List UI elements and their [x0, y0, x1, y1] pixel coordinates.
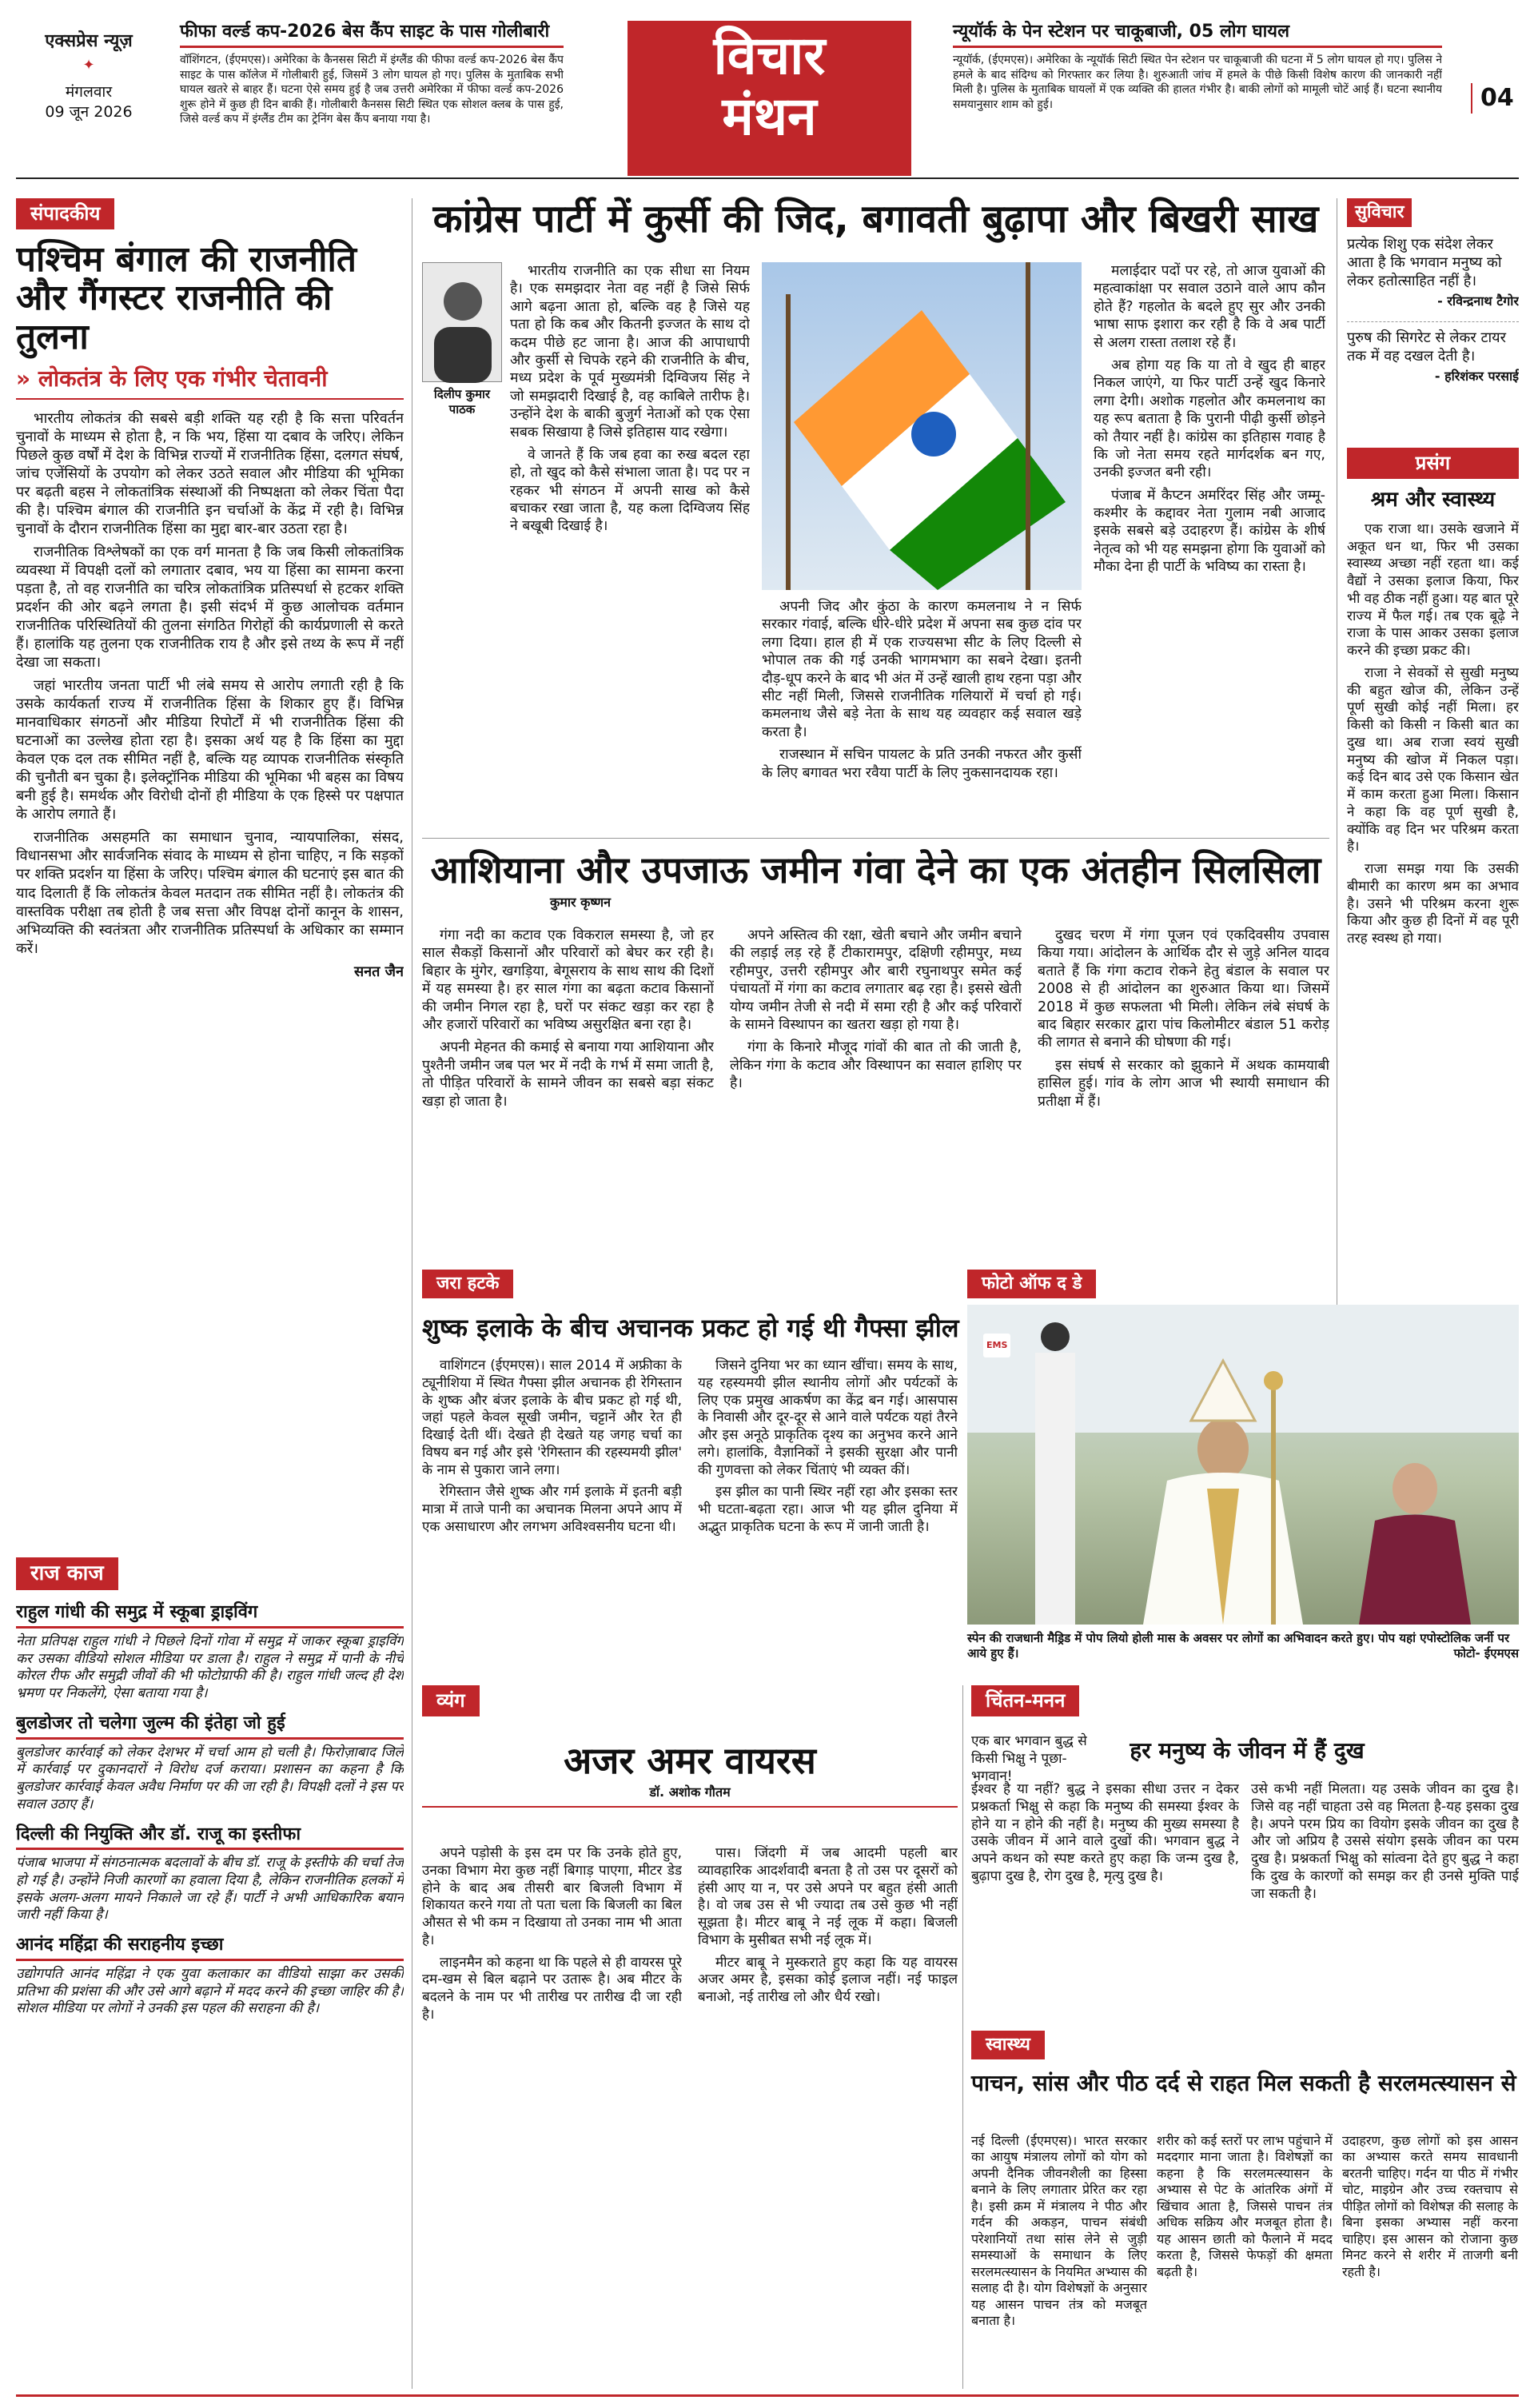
swasthya-col-3: उदाहरण, कुछ लोगों को इस आसन का अभ्यास करते समय सावधानी बरतनी चाहिए। गर्दन या पीठ में गंभीर चोट, माइग्रेन और उच्च रक्तचाप से पीड़ित लोगों को विशेषज्ञ की सलाह के बिना इसका अभ्यास नहीं करना चाहिए। इस आसन को रोजाना कुछ मिनट करने से शरीर में ताजगी बनी रहती है।	[1342, 2133, 1518, 2279]
prasang-headline: श्रम और स्वास्थ्य	[1370, 487, 1496, 512]
lead-para: मलाईदार पदों पर रहे, तो आज युवाओं की महत्वाकांक्षा पर सवाल उठाने वाले आप कौन होते हैं? गहलोत के बदले हुए सुर और उनकी भाषा साफ इशारा कर रही है कि वे अब पार्टी से अलग रास्ता तलाश रहे हैं।	[1094, 263, 1325, 351]
vyang-para: मीटर बाबू ने मुस्कराते हुए कहा कि यह वायरस अजर अमर है, इसका कोई इलाज नहीं। नई फाइल बनाओ, नई तारीख लो और धैर्य रखो।	[698, 1954, 958, 2005]
column-divider-mid	[962, 1685, 963, 2389]
left-teaser-title: फीफा वर्ल्ड कप-2026 बेस कैंप साइट के पास गोलीबारी	[180, 21, 564, 48]
editorial-body	[16, 409, 404, 958]
jara-hatke-para: जिसने दुनिया भर का ध्यान खींचा। समय के साथ, यह रहस्यमयी झील स्थानीय लोगों और पर्यटकों के लिए एक प्रमुख आकर्षण का केंद्र बन गई। आसपास के निवासी और दूर-दूर से आने वाले पर्यटक यहां तैरने और इस अनूठे प्राकृतिक दृश्य का अनुभव करने आने लगे। हालांकि, वैज्ञानिकों ने इसकी सुरक्षा और पानी की गुणवत्ता को लेकर चिंताएं भी व्यक्त कीं।	[698, 1357, 958, 1478]
chintan-body-1: ईश्वर है या नहीं? बुद्ध ने इसका सीधा उत्तर न देकर प्रश्नकर्ता भिक्षु से कहा कि मनुष्य की समस्या ईश्वर के होने या न होने की नहीं है। मनुष्य की मुख्य समस्या है उसके जीवन में आने वाले दुखों की। भगवान बुद्ध ने अपने कथन को स्पष्ट करते हुए कहा कि जन्म दुख है, बुढ़ापा दुख है, रोग दुख है, मृत्यु दुख है।	[971, 1781, 1239, 1884]
lead-photo	[762, 262, 1082, 590]
swasthya-col-2: शरीर को कई स्तरों पर लाभ पहुंचाने में मददगार माना जाता है। विशेषज्ञों का कहना है कि सरलमत्स्यासन के अभ्यास से पेट के आंतरिक अंगों में खिंचाव आता है, जिससे पाचन तंत्र अधिक सक्रिय और मजबूत होता है। यह आसन छाती को फैलाने में मदद करता है, जिससे फेफड़ों की क्षमता बढ़ती है।	[1157, 2133, 1333, 2279]
page-number: 04	[1471, 83, 1519, 114]
rajkaaj-item-body: बुलडोजर कार्रवाई को लेकर देशभर में चर्चा आम हो चली है। फिरोज़ाबाद जिले में कार्रवाई पर दुकानदारों ने विरोध दर्ज कराया। प्रशासन का कहना है कि बुलडोजर कार्रवाई केवल अवैध निर्माण पर की जा रही है। विपक्षी दलों ने इस पर सवाल उठाए हैं।	[16, 1744, 404, 1812]
vyang-headline: अजर अमर वायरस	[564, 1738, 816, 1782]
section-tag-prasang: प्रसंग	[1347, 448, 1519, 479]
jara-hatke-para: इस झील का पानी स्थिर नहीं रहा और इसका स्तर भी घटता-बढ़ता रहा। आज भी यह झील दुनिया में अद्भुत प्राकृतिक घटना के रूप में जानी जाती है।	[698, 1484, 958, 1535]
lead-para: अपनी जिद और कुंठा के कारण कमलनाथ ने न सिर्फ सरकार गंवाई, बल्कि धीरे-धीरे प्रदेश में अपना सब कुछ दांव पर लगा दिया। हाल ही में एक राज्यसभा सीट के लिए दिल्ली से भोपाल तक की गई उनकी भागमभाग का सबने देखा। इतनी दौड़-धूप करने के बाद भी अंत में उन्हें खाली हाथ रहना पड़ा और सीट नहीं मिली, जिससे राजनीतिक गलियारों में चर्चा हो गई। कमलनाथ जैसे बड़े नेता के साथ यह व्यवहार कई सवाल खड़े करता है।	[762, 599, 1082, 740]
photo-caption-text: स्पेन की राजधानी मैड्रिड में पोप लियो होली मास के अवसर पर लोगों का अभिवादन करते हुए। पोप यहां एपोस्टोलिक जर्नी पर आये हुए हैं।	[967, 1631, 1510, 1661]
vyang-story	[422, 1685, 958, 2389]
photo-image	[967, 1305, 1519, 1625]
section-tag-rajkaaj: राज काज	[16, 1557, 118, 1590]
rajkaaj-item	[16, 1936, 404, 2018]
section-tag-photo: फोटो ऑफ द डे	[967, 1270, 1096, 1298]
vyang-para: अपने पड़ोसी के इस दम पर कि उनके होते हुए, उनका विभाग मेरा कुछ नहीं बिगाड़ पाएगा, मीटर डेड होने के बाद अब तीसरी बार बिजली विभाग में शिकायत करने गया तो पता चला कि बिजली का बिल औसत से भी कम न दिखाया तो उनका नाम भी आता है।	[422, 1845, 682, 1948]
prasang-para: राजा ने सेवकों से सुखी मनुष्य की बहुत खोज की, लेकिन उन्हें पूर्ण सुखी कोई नहीं मिला। हर किसी को किसी न किसी बात का दुख था। अब राजा स्वयं सुखी मनुष्य की खोज में निकल पड़ा। कई दिन बाद उसे एक किसान खेत में काम करता हुआ मिला। किसान ने कहा कि वह पूर्ण सुखी है, क्योंकि वह दिन भर परिश्रम करता है।	[1347, 664, 1519, 855]
author-name: दिलीप कुमार पाठक	[433, 387, 491, 417]
editorial-para: राजनीतिक विश्लेषकों का एक वर्ग मानता है कि जब किसी लोकतांत्रिक व्यवस्था में विपक्षी दलों को लगातार दबाव, भय या हिंसा का सामना करना पड़ता है, तो वह राजनीति का चरित्र लोकतांत्रिक प्रतिस्पर्धा से हटकर शक्ति प्रदर्शन की ओर बढ़ने लगता है। इसी संदर्भ में कुछ आलोचक वर्तमान राजनीतिक परिस्थितियों की तुलना संगठित गिरोहों की कार्यप्रणाली से करते हैं। हालांकि यह तुलना एक राजनीतिक राय है और इसे तथ्य के रूप में नहीं देखा जा सकता।	[16, 543, 404, 672]
rajkaaj-item	[16, 1603, 404, 1703]
ashiyana-col-2	[730, 927, 1022, 1262]
author-photo	[422, 262, 502, 382]
jara-hatke-para: रेगिस्तान जैसे शुष्क और गर्म इलाके में इतनी बड़ी मात्रा में ताजे पानी का अचानक मिलना अपने आप में एक असाधारण और लगभग अविश्वसनीय घटना थी।	[422, 1484, 682, 1535]
masthead-rule	[16, 177, 1519, 179]
rajkaaj-item-title: बुलडोजर तो चलेगा जुल्म की इंतेहा जो हुई	[16, 1714, 404, 1740]
vyang-para: लाइनमैन को कहना था कि पहले से ही वायरस पूरे दम-खम से बिल बढ़ाने पर उतारू है। अब मीटर के बदलने के नाम पर भी तारीख पर तारीख दी जा रही है।	[422, 1954, 682, 2023]
prasang-para: एक राजा था। उसके खजाने में अकूत धन था, फिर भी उसका स्वास्थ्य अच्छा नहीं रहता था। कई वैद्यों ने उसका इलाज किया, फिर भी वह ठीक नहीं हुआ। यह बात पूरे राज्य में फैल गई। तब एक बूढ़े ने राजा के पास आकर उसका इलाज करने की इच्छा प्रकट की।	[1347, 520, 1519, 660]
ashiyana-col-3	[1038, 927, 1329, 1262]
editorial-para: भारतीय लोकतंत्र की सबसे बड़ी शक्ति यह रही है कि सत्ता परिवर्तन चुनावों के माध्यम से होता है, न कि भय, हिंसा या दबाव के जरिए। लेकिन पिछले कुछ वर्षों में देश के विभिन्न राज्यों में राजनीतिक हिंसा, दलगत संघर्ष, जांच एजेंसियों के उपयोग को लेकर उठते सवाल और मीडिया की भूमिका पर बढ़ती बहस ने लोकतांत्रिक संस्थाओं की निष्पक्षता को लेकर चिंता पैदा की है। पश्चिम बंगाल की राजनीति इन चर्चाओं के केंद्र में रही है। विभिन्न चुनावों के दौरान राजनीतिक हिंसा का मुद्दा बार-बार उठता रहा है।	[16, 409, 404, 537]
ashiyana-para: गंगा के किनारे मौजूद गांवों की बात तो की जाती है, लेकिन गंगा के कटाव और विस्थापन का सवाल हाशिए पर है।	[730, 1039, 1022, 1092]
photo-caption	[967, 1631, 1519, 1661]
rajkaaj-item-title: दिल्ली की नियुक्ति और डॉ. राजू का इस्तीफा	[16, 1825, 404, 1851]
ashiyana-col-1	[422, 927, 714, 1262]
section-logo	[628, 21, 911, 176]
ornament-icon: ✦	[82, 57, 95, 74]
swasthya-section	[971, 2031, 1519, 2389]
rajkaaj-item-title: आनंद महिंद्रा की सराहनीय इच्छा	[16, 1936, 404, 1961]
ashiyana-para: अपनी मेहनत की कमाई से बनाया गया आशियाना और पुश्तैनी जमीन जब पल भर में नदी के गर्भ में समा जाती है, तो पीड़ित परिवारों के सामने जीवन का सबसे बड़ा संकट खड़ा हो जाता है।	[422, 1039, 714, 1110]
jara-hatke-headline: शुष्क इलाके के बीच अचानक प्रकट हो गई थी गैफ्सा झील	[422, 1313, 959, 1344]
ems-badge: EMS	[986, 1340, 1008, 1350]
chintan-headline: हर मनुष्य के जीवन में हैं दुख	[1130, 1737, 1365, 1764]
ashiyana-para: गंगा नदी का कटाव एक विकराल समस्या है, जो हर साल सैकड़ों किसानों और परिवारों को बेघर कर रही है। बिहार के मुंगेर, खगड़िया, बेगूसराय के साथ साथ की दिशों में यह समस्या है। हर साल गंगा का बढ़ता कटाव किसानों की जमीन निगल रहा है, घरों पर संकट खड़ा कर रहा है और हजारों परिवारों का भविष्य असुरक्षित बना रहा है।	[422, 927, 714, 1033]
editorial-para: राजनीतिक असहमति का समाधान चुनाव, न्यायपालिका, संसद, विधानसभा और सार्वजनिक संवाद के माध्यम से होना चाहिए, न कि सड़कों पर शक्ति प्रदर्शन या हिंसा के जरिए। पश्चिम बंगाल की घटनाएं इस बात की याद दिलाती हैं कि लोकतंत्र केवल मतदान तक सीमित नहीं है। लोकतंत्र की वास्तविक परीक्षा तब होती है जब सत्ता और विपक्ष दोनों कानून के शासन, अभिव्यक्ति की स्वतंत्रता और राजनीतिक प्रतिस्पर्धा के अधिकार का सम्मान करें।	[16, 829, 404, 957]
lead-col-3	[1094, 262, 1325, 830]
ashiyana-para: अपने अस्तित्व की रक्षा, खेती बचाने और जमीन बचाने की लड़ाई लड़ रहे हैं टीकारामपुर, दक्षिणी रहीमपुर, मध्य रहीमपुर, उत्तरी रहीमपुर और बारी रघुनाथपुर समेत कई पंचायतों में गंगा का कटाव लगातार बढ़ रहा है। इससे खेती योग्य जमीन तेजी से नदी में समा रही है और कई परिवारों के सामने विस्थापन का खतरा खड़ा हो गया है।	[730, 927, 1022, 1033]
section-tag-editorial: संपादकीय	[16, 198, 114, 229]
issue-date: 09 जून 2026	[45, 102, 133, 121]
ashiyana-story	[422, 838, 1329, 1262]
vyang-author: डॉ. अशोक गौतम	[422, 1784, 958, 1807]
lead-story	[422, 198, 1329, 830]
prasang-body	[1347, 521, 1519, 948]
editorial-section	[16, 198, 404, 1549]
chintan-section	[971, 1685, 1519, 2021]
lead-col-1	[510, 262, 750, 822]
rajkaaj-item	[16, 1714, 404, 1814]
section-logo-line1: विचार	[713, 25, 826, 86]
swasthya-headline: पाचन, सांस और पीठ दर्द से राहत मिल सकती है सरलमत्स्यासन से	[971, 2070, 1516, 2097]
vyang-para: पास। जिंदगी में जब आदमी पहली बार व्यावहारिक आदर्शवादी बनता है तो उस पर दूसरों को हंसी आए या न, पर उसे अपने पर बहुत हंसी आती है। वो जब उस से भी ज्यादा तब उसे कुछ भी नहीं सूझता है। मीटर बाबू ने नई लूक में कहा। बिजली विभाग के मुसीबत सभी नई लूक में।	[698, 1845, 958, 1948]
section-tag-swasthya: स्वास्थ्य	[971, 2031, 1045, 2059]
rajkaaj-item-body: पंजाब भाजपा में संगठनात्मक बदलावों के बीच डॉ. राजू के इस्तीफे की चर्चा तेज हो गई है। उन्होंने निजी कारणों का हवाला दिया है, लेकिन राजनीतिक हलकों में इसके अलग-अलग मायने निकाले जा रहे हैं। पार्टी ने अभी आधिकारिक बयान जारी नहीं किया है।	[16, 1855, 404, 1924]
jara-hatke-story	[422, 1270, 958, 1669]
masthead	[0, 0, 1534, 176]
lead-para: अब होगा यह कि या तो वे खुद ही बाहर निकल जाएंगे, या फिर पार्टी उन्हें खुद किनारे लगा देगी। अशोक गहलोत और कमलनाथ का यह रूप बताता है कि पुरानी पीढ़ी कुर्सी छोड़ने को तैयार नहीं है। कांग्रेस का इतिहास गवाह है कि जो नेता समय रहते मार्गदर्शक बन गए, उनकी इज्जत बनी रही।	[1094, 357, 1325, 481]
photo-of-the-day	[967, 1270, 1519, 1669]
jara-hatke-para: वाशिंगटन (ईएमएस)। साल 2014 में अफ्रीका के ट्यूनीशिया में स्थित गैफ्सा झील अचानक ही रेगिस्तान के शुष्क और बंजर इलाके के बीच प्रकट हो गई थी, जहां पहले केवल सूखी जमीन, चट्टानें और रेत ही दिखाई देती थीं। देखते ही देखते यह जगह चर्चा का विषय बन गई और इसे 'रेगिस्तान की रहस्यमयी झील' के नाम से पुकारा जाने लगा।	[422, 1357, 682, 1478]
section-logo-line2: मंथन	[722, 85, 817, 147]
pope-photo-icon	[967, 1305, 1519, 1625]
rajkaaj-section	[16, 1557, 404, 2389]
left-teaser-body: वॉशिंगटन, (ईएमएस)। अमेरिका के कैनसस सिटी में इंग्लैंड की फीफा वर्ल्ड कप-2026 बेस कैंप साइट के पास कॉलेज में गोलीबारी हुई, जिसमें 3 लोग घायल हो गए। पुलिस के मुताबिक सभी घायल खतरे से बाहर हैं। घटना ऐसे समय हुई है जब उत्तरी अमेरिका में फीफा वर्ल्ड कप-2026 शुरू होने में कुछ ही दिन बाकी हैं। गोलीबारी कैनसस सिटी स्थित एक सोशल क्लब के पास हुई, जिसे वर्ल्ड कप में इंग्लैंड टीम का ट्रेनिंग बेस कैंप बनाया गया है।	[180, 54, 564, 126]
lead-col-2	[762, 598, 1082, 830]
jara-hatke-col-1	[422, 1357, 682, 1669]
chintan-lead: एक बार भगवान बुद्ध से किसी भिक्षु ने पूछा-भगवान!	[971, 1733, 1087, 1784]
vyang-col-1	[422, 1845, 682, 2389]
issue-day: मंगलवार	[65, 83, 113, 102]
rajkaaj-item-body: नेता प्रतिपक्ष राहुल गांधी ने पिछले दिनों गोवा में समुद्र में जाकर स्कूबा ड्राइविंग कर उसका वीडियो सोशल मीडिया पर डाला है। राहुल ने समुद्र में पानी के नीचे कोरल रीफ और समुद्री जीवों की भी फोटोग्राफी की है। राहुल गांधी जल्द ही देश भ्रमण पर निकलेंगे, ऐसा बताया गया है।	[16, 1633, 404, 1702]
rajkaaj-item-title: राहुल गांधी की समुद्र में स्कूबा ड्राइविंग	[16, 1603, 404, 1629]
suvichar-author-1: - रविन्द्रनाथ टैगोर	[1437, 293, 1519, 309]
suvichar-section	[1347, 198, 1519, 438]
vyang-col-2	[698, 1845, 958, 2389]
photo-credit: फोटो- ईएमएस	[1453, 1646, 1519, 1661]
section-tag-vyang: व्यंग	[422, 1685, 480, 1716]
lead-para: भारतीय राजनीति का एक सीधा सा नियम है। एक समझदार नेता वह नहीं है जिसे सिर्फ आगे बढ़ना आता हो, बल्कि वह है जिसे यह पता हो कि कब और कितनी इज्जत के साथ दो कदम पीछे हट जाना है। आज की आपाधापी और कुर्सी से चिपके रहने की राजनीति के बीच, मध्य प्रदेश के पूर्व मुख्यमंत्री दिग्विजय सिंह ने जो समझदारी दिखाई है, वह काबिले तारीफ है। उन्होंने देश के बाकी बुजुर्ग नेताओं को एक ऐसा सबक सिखाया है जिसे इतिहास याद रखेगा।	[510, 263, 750, 441]
section-tag-suvichar: सुविचार	[1347, 198, 1412, 227]
lead-para: राजस्थान में सचिन पायलट के प्रति उनकी नफरत और कुर्सी के लिए बगावत भरा रवैया पार्टी के लिए नुकसानदायक रहा।	[762, 747, 1082, 781]
brand-block	[29, 30, 149, 142]
editorial-para: जहां भारतीय जनता पार्टी भी लंबे समय से आरोप लगाती रही है कि उसके कार्यकर्ता राज्य में राजनीतिक हिंसा के शिकार हुए हैं। विभिन्न मानवाधिकार संगठनों और मीडिया रिपोर्टों में भी राजनीतिक हिंसा की घटनाओं का उल्लेख होता रहा है। इसका अर्थ यह है कि हिंसा का मुद्दा केवल एक दल तक सीमित नहीं है, बल्कि यह व्यापक राजनीतिक संस्कृति की चुनौती बन चुका है। इलेक्ट्रॉनिक मीडिया की भूमिका भी बहस का विषय बनी हुई है। समर्थक और विरोधी दोनों ही मीडिया के एक हिस्से पर पक्षपात के आरोप लगाते हैं।	[16, 677, 404, 823]
section-tag-chintan: चिंतन-मनन	[971, 1685, 1079, 1716]
suvichar-author-2: - हरिशंकर परसाई	[1434, 368, 1519, 384]
footer-rule	[16, 2394, 1519, 2397]
jara-hatke-col-2	[698, 1357, 958, 1669]
editorial-author: सनत जैन	[353, 963, 404, 980]
swasthya-col-1: नई दिल्ली (ईएमएस)। भारत सरकार का आयुष मंत्रालय लोगों को योग को अपनी दैनिक जीवनशैली का हिस्सा बनाने के लिए लगातार प्रेरित कर रहा है। इसी क्रम में मंत्रालय ने पीठ और गर्दन की अकड़न, पाचन संबंधी परेशानियों तथा सांस लेने से जुड़ी समस्याओं के समाधान के लिए सरलमत्स्यासन के नियमित अभ्यास की सलाह दी है। योग विशेषज्ञों के अनुसार यह आसन पाचन तंत्र को मजबूत बनाता है।	[971, 2133, 1147, 2329]
lead-headline: कांग्रेस पार्टी में कुर्सी की जिद, बगावती बुढ़ापा और बिखरी साख	[432, 197, 1319, 241]
rajkaaj-item	[16, 1825, 404, 1925]
author-avatar-icon	[423, 263, 503, 383]
ashiyana-para: दुखद चरण में गंगा पूजन एवं एकदिवसीय उपवास किया गया। आंदोलन के आर्थिक दौर से जुड़े अनिल यादव बताते हैं कि गंगा कटाव रोकने हेतु बंडाल के सवाल पर 2008 से ही आंदोलन का शुरुआत किया था। जिसमें 2018 में कुछ सफलता भी मिली। लेकिन लंबे संघर्ष के बाद बिहार सरकार द्वारा पांच किलोमीटर बंडाल 51 करोड़ की लागत से बनाने की घोषणा की गई।	[1038, 927, 1329, 1051]
congress-flags-photo-icon	[762, 262, 1082, 590]
ashiyana-headline: आशियाना और उपजाऊ जमीन गंवा देने का एक अंतहीन सिलसिला	[430, 848, 1321, 891]
lead-para: वे जानते हैं कि जब हवा का रुख बदल रहा हो, तो खुद को कैसे संभाला जाता है। पद पर न रहकर भी संगठन में अपनी साख को कैसे बचाकर रखा जाता है, यह कला दिग्विजय सिंह ने बखूबी दिखाई है।	[510, 446, 750, 535]
suvichar-quote-1: प्रत्येक शिशु एक संदेश लेकर आता है कि भगवान मनुष्य को लेकर हतोत्साहित नहीं है।	[1347, 236, 1502, 290]
ashiyana-para: इस संघर्ष से सरकार को झुकाने में अथक कामयाबी हासिल हुई। गांव के लोग आज भी स्थायी समाधान की प्रतीक्षा में हैं।	[1038, 1057, 1329, 1110]
chintan-body-2: उसे कभी नहीं मिलता। यह उसके जीवन का दुख है। जिसे वह नहीं चाहता उसे वह मिलता है-यह इसका दुख है। अपने परम प्रिय का वियोग इसके जीवन का दुख है और जो अप्रिय है उससे संयोग इसके जीवन का परम दुख है। प्रश्नकर्ता भिक्षु को सांत्वना देते हुए बुद्ध ने कहा कि दुख के कारणों को समझ कर ही उनसे मुक्ति पाई जा सकती है।	[1251, 1781, 1519, 1902]
section-tag-jara-hatke: जरा हटके	[422, 1270, 513, 1298]
left-teaser	[180, 21, 564, 141]
ashiyana-author: कुमार कृष्णन	[550, 894, 612, 910]
right-teaser	[953, 21, 1442, 141]
rajkaaj-item-body: उद्योगपति आनंद महिंद्रा ने एक युवा कलाकार का वीडियो साझा कर उसकी प्रतिभा की प्रशंसा की और उसे आगे बढ़ाने में मदद करने की इच्छा जाहिर की है। सोशल मीडिया पर लोगों ने उनकी इस पहल की सराहना की है।	[16, 1965, 404, 2017]
editorial-headline: पश्चिम बंगाल की राजनीति और गैंगस्टर राजनीति की तुलना	[16, 238, 357, 357]
right-teaser-body: न्यूयॉर्क, (ईएमएस)। अमेरिका के न्यूयॉर्क सिटी स्थित पेन स्टेशन पर चाकूबाजी की घटना में 5 लोग घायल हो गए। पुलिस ने हमले के बाद संदिग्ध को गिरफ्तार कर लिया है। शुरुआती जांच में हमले के पीछे किसी विशेष कारण की जानकारी नहीं मिली है। पुलिस के मुताबिक घायलों में एक व्यक्ति की हालत गंभीर है। बाकी लोगों को मामूली चोटें आई हैं। घटना स्थानीय समयानुसार शाम को हुई।	[953, 54, 1442, 111]
prasang-para: राजा समझ गया कि उसकी बीमारी का कारण श्रम का अभाव है। उसने भी परिश्रम करना शुरू किया और कुछ ही दिनों में वह पूरी तरह स्वस्थ हो गया।	[1347, 861, 1519, 947]
editorial-subhead: » लोकतंत्र के लिए एक गंभीर चेतावनी	[16, 365, 404, 400]
suvichar-quote-2: पुरुष की सिगरेट से लेकर टायर तक में वह दखल देती है।	[1347, 321, 1519, 365]
right-teaser-title: न्यूयॉर्क के पेन स्टेशन पर चाकूबाजी, 05 लोग घायल	[953, 21, 1442, 48]
brand-name: एक्सप्रेस न्यूज़	[45, 31, 133, 51]
lead-para: पंजाब में कैप्टन अमरिंदर सिंह और जम्मू-कश्मीर के कद्दावर नेता गुलाम नबी आजाद इसके सबसे बड़े उदाहरण हैं। कांग्रेस के शीर्ष नेतृत्व को भी यह समझना होगा कि युवाओं को मौका देना ही पार्टी के भविष्य का रास्ता है।	[1094, 487, 1325, 576]
